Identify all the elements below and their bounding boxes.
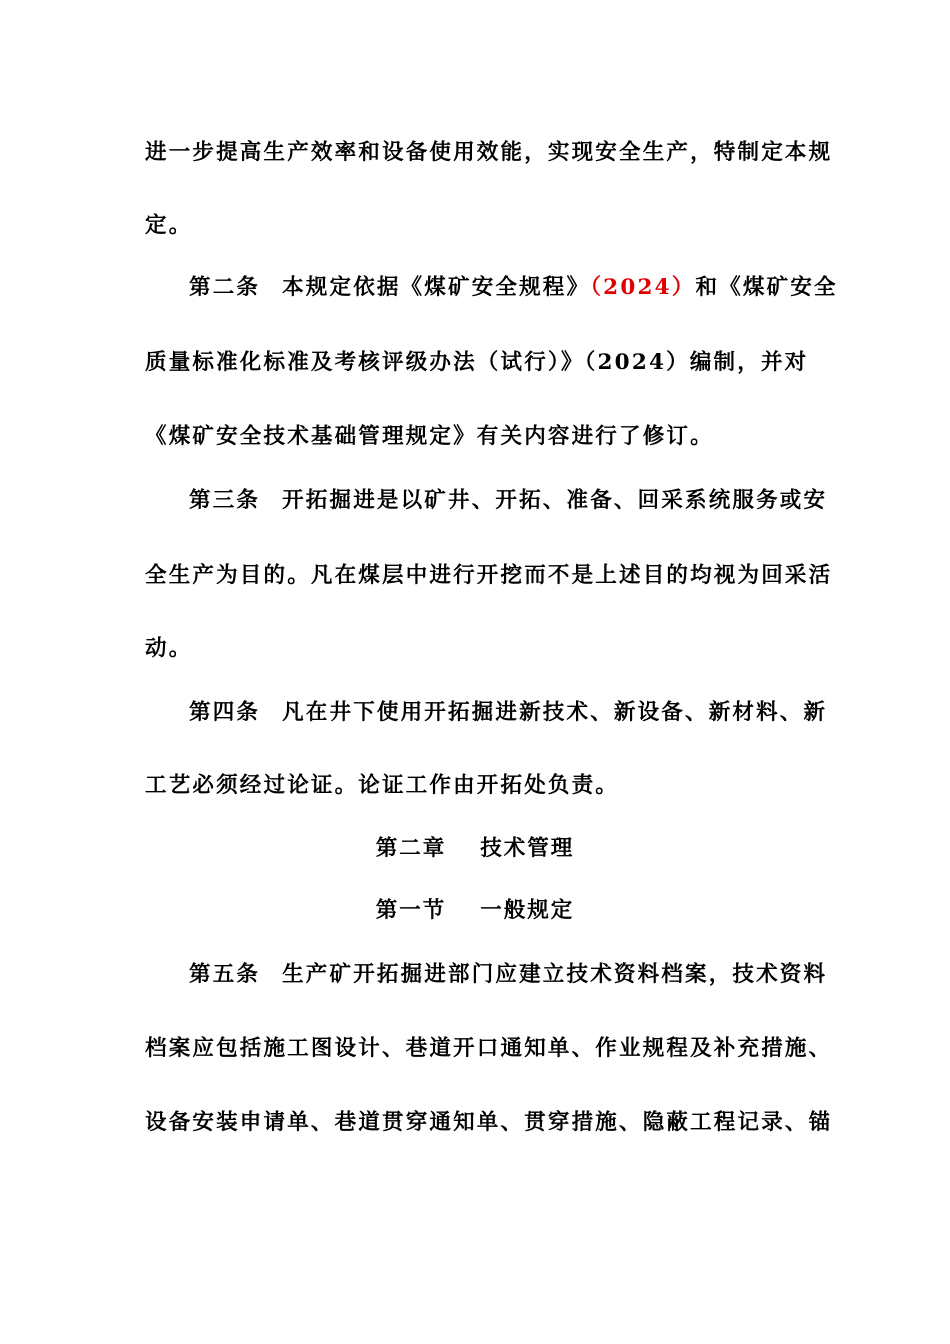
article-2-text: 本规定依据《煤矿安全规程》 [282, 275, 591, 300]
article-5-line-1 [189, 960, 828, 990]
article-5-text: 生产矿开拓掘进部门应建立技术资料档案，技术资料 [282, 962, 828, 987]
article-3-text: 开拓掘进是以矿井、开拓、准备、回采系统服务或安 [282, 488, 828, 513]
article-5-line-3: 设备安装申请单、巷道贯穿通知单、贯穿措施、隐蔽工程记录、锚 [145, 1110, 833, 1135]
article-2-text-cont: 和《煤矿安全 [695, 275, 838, 300]
article-2-label: 第二条 [189, 275, 261, 300]
section-heading [0, 896, 950, 926]
paragraph-line: 定。 [145, 213, 193, 238]
section-number: 第一节 [375, 898, 447, 923]
article-3-line-3: 动。 [145, 636, 193, 661]
article-3-line-2: 全生产为目的。凡在煤层中进行开挖而不是上述目的均视为回采活 [145, 563, 833, 588]
article-2-line-1 [189, 273, 838, 303]
chapter-title: 技术管理 [480, 836, 575, 861]
article-2-line-2: 质量标准化标准及考核评级办法（试行）》（2024）编制，并对 [145, 350, 809, 375]
section-title: 一般规定 [480, 898, 575, 923]
article-2-line-3: 《煤矿安全技术基础管理规定》有关内容进行了修订。 [145, 424, 714, 449]
chapter-heading [0, 834, 950, 864]
article-5-label: 第五条 [189, 962, 261, 987]
chapter-number: 第二章 [375, 836, 447, 861]
article-4-label: 第四条 [189, 700, 261, 725]
highlighted-year: （2024） [590, 275, 696, 300]
article-3-line-1 [189, 486, 828, 516]
article-3-label: 第三条 [189, 488, 261, 513]
article-5-line-2: 档案应包括施工图设计、巷道开口通知单、作业规程及补充措施、 [145, 1036, 833, 1061]
article-4-line-2: 工艺必须经过论证。论证工作由开拓处负责。 [145, 773, 620, 798]
article-4-text: 凡在井下使用开拓掘进新技术、新设备、新材料、新 [282, 700, 828, 725]
paragraph-line: 进一步提高生产效率和设备使用效能，实现安全生产，特制定本规 [145, 140, 833, 165]
article-4-line-1 [189, 698, 828, 728]
